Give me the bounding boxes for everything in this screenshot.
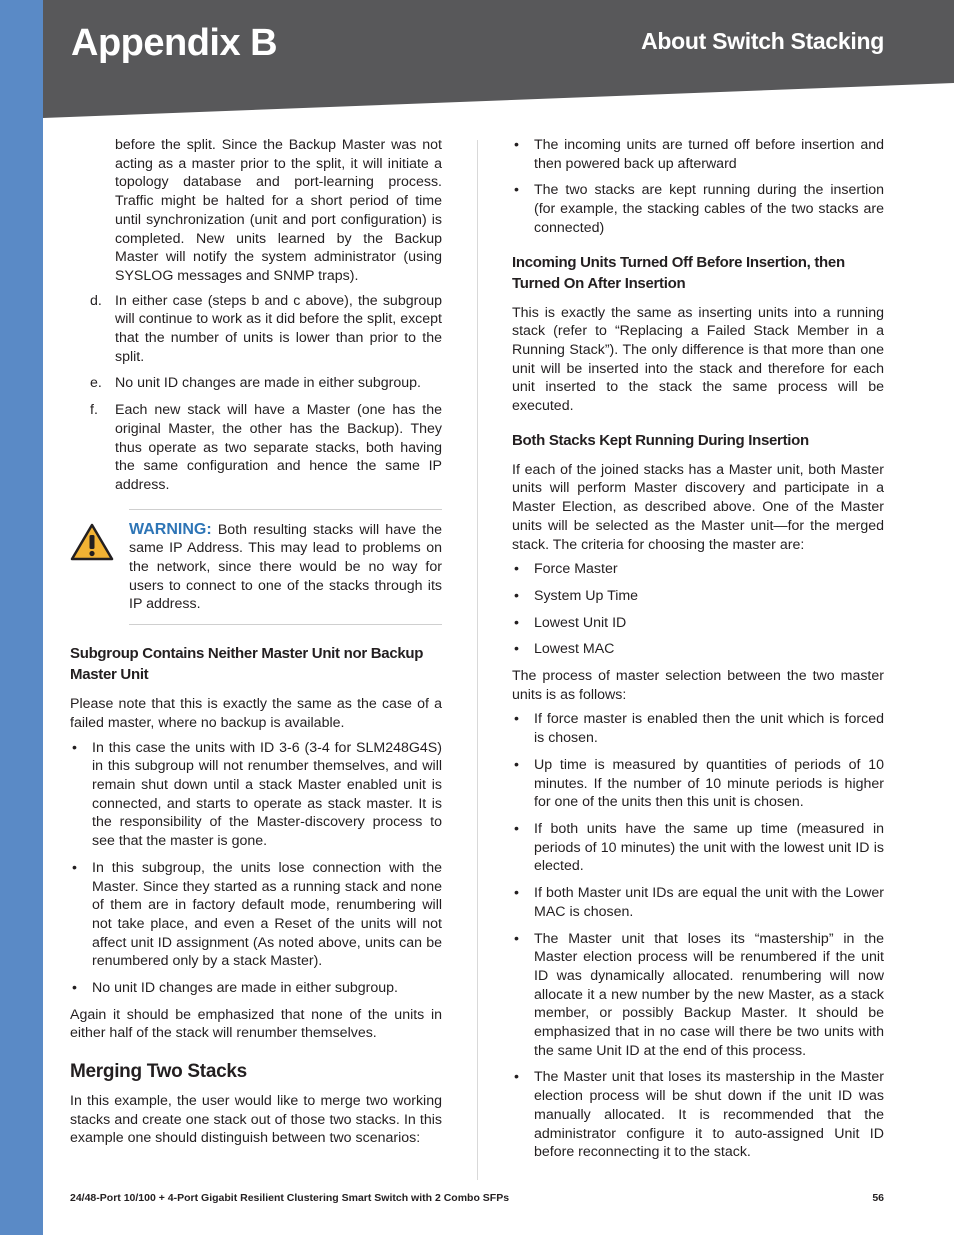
subgroup-heading: Subgroup Contains Neither Master Unit nor Backup Master Unit bbox=[70, 645, 424, 684]
list-item bbox=[70, 859, 442, 971]
warning-box bbox=[129, 509, 442, 626]
bullet-icon: • bbox=[72, 739, 77, 756]
bullet-icon: • bbox=[514, 182, 519, 199]
sidebar-stripe bbox=[0, 0, 43, 1235]
page-number: 56 bbox=[872, 1192, 884, 1204]
list-item-text: The incoming units are turned off before insertion and then powered back up afterward bbox=[534, 137, 884, 172]
intro-paragraph: before the split. Since the Backup Master was not acting as a master prior to the split, it will initiate a topology database and port-learning process. Traffic might be halted for a short period of time until synchronization (unit and port configuration) is completed. New units learned by the Backup Master will notify the system administrator (using SYSLOG messages and SNMP traps). bbox=[115, 137, 442, 284]
list-item-text: In this subgroup, the units lose connection with the Master. Since they started as a running stack and none of them are in factory default mode, renumbering will not take place, and even a Reset of the units will not affect unit ID assignment (As noted above, units can be renumbered only by a stack Master). bbox=[92, 859, 442, 970]
list-item bbox=[70, 979, 442, 998]
list-item bbox=[512, 820, 884, 876]
warning-triangle-icon bbox=[70, 523, 114, 561]
list-item-text: Lowest MAC bbox=[534, 641, 615, 658]
list-item bbox=[512, 614, 884, 633]
list-item bbox=[70, 292, 442, 367]
list-item bbox=[512, 1068, 884, 1162]
list-item-text: Each new stack will have a Master (one has the original Master, the other has the Backup). They thus operate as two separate stacks, both having the same configuration and hence the same IP address. bbox=[115, 402, 442, 493]
list-item bbox=[512, 710, 884, 747]
list-item bbox=[512, 560, 884, 579]
both-running-heading: Both Stacks Kept Running During Insertion bbox=[512, 431, 809, 449]
list-item-text: The two stacks are kept running during the insertion (for example, the stacking cables of the two stacks are connected) bbox=[534, 182, 884, 236]
list-item-text: The Master unit that loses its mastership in the Master election process will be shut down if the unit ID was manually allocated. It is recommended that the administrator configure it to auto-assigned Unit ID before reconnecting it to the stack. bbox=[534, 1069, 884, 1161]
process-paragraph: The process of master selection between the two master units is as follows: bbox=[512, 668, 884, 703]
list-item-text: In this case the units with ID 3-6 (3-4 for SLM248G4S) in this subgroup will not renumber themselves, and will remain shut down until a stack Master enabled unit is connected, and starts to operate as stack master. It is the responsibility of the Master-discovery process to see that the master is gone. bbox=[92, 739, 442, 850]
list-item bbox=[512, 587, 884, 606]
bullet-icon: • bbox=[514, 641, 519, 658]
list-item bbox=[70, 401, 442, 495]
list-marker: f. bbox=[90, 402, 98, 419]
list-item-text: If force master is enabled then the unit which is forced is chosen. bbox=[534, 711, 884, 747]
bullet-icon: • bbox=[514, 711, 519, 728]
bullet-icon: • bbox=[514, 561, 519, 578]
warning-label: WARNING: bbox=[129, 520, 212, 538]
list-item-text: Up time is measured by quantities of periods of 10 minutes. If the number of 10 minute periods is higher for one of the units then this unit is chosen. bbox=[534, 756, 884, 811]
subgroup-paragraph: Please note that this is exactly the same as the case of a failed master, where no backup is available. bbox=[70, 696, 442, 731]
list-item-text: If both units have the same up time (measured in periods of 10 minutes) the unit with the lowest unit ID is elected. bbox=[534, 820, 884, 875]
merging-heading: Merging Two Stacks bbox=[70, 1061, 247, 1083]
list-item bbox=[512, 181, 884, 237]
bullet-icon: • bbox=[514, 1069, 519, 1086]
bullet-icon: • bbox=[514, 756, 519, 773]
bullet-icon: • bbox=[514, 614, 519, 631]
footer-product-name: 24/48-Port 10/100 + 4-Port Gigabit Resilient Clustering Smart Switch with 2 Combo SFPs bbox=[70, 1192, 510, 1204]
list-item-text: If both Master unit IDs are equal the unit with the Lower MAC is chosen. bbox=[534, 885, 884, 920]
bullet-icon: • bbox=[514, 930, 519, 947]
merging-paragraph: In this example, the user would like to merge two working stacks and create one stack out of those two stacks. In this example one should distinguish between two scenarios: bbox=[70, 1092, 442, 1147]
list-item bbox=[512, 884, 884, 921]
list-item-text: The Master unit that loses its “mastership” in the Master election process will be renumbered if the unit ID was dynamically allocated. renumbering will now allocate it a new number by the new Master, as a stack member, or possibly Backup Master. It should be emphasized that in no case will there be two units with the same Unit ID at the end of this process. bbox=[534, 930, 884, 1059]
list-marker: d. bbox=[90, 292, 102, 309]
bullet-icon: • bbox=[72, 859, 77, 876]
list-item-text: System Up Time bbox=[534, 587, 639, 604]
list-item bbox=[512, 136, 884, 173]
warning-text bbox=[129, 521, 442, 615]
warning-message: Both resulting stacks will have the same IP Address. This may lead to problems on the network, since there would be no way for users to connect to one of the stacks through its IP address. bbox=[129, 521, 442, 613]
incoming-heading: Incoming Units Turned Off Before Insertion, then Turned On After Insertion bbox=[512, 253, 845, 292]
incoming-paragraph: This is exactly the same as inserting units into a running stack (refer to “Replacing a Failed Stack Member in a Running Stack”). The only difference is that more than one unit will be inserted into the stack and therefore for each unit inserted to the stack the same process will be executed. bbox=[512, 304, 884, 415]
section-title: About Switch Stacking bbox=[641, 28, 884, 54]
list-marker: e. bbox=[90, 375, 102, 392]
list-item-text: No unit ID changes are made in either subgroup. bbox=[115, 375, 422, 392]
list-item bbox=[70, 739, 442, 851]
bullet-icon: • bbox=[514, 885, 519, 902]
appendix-title: Appendix B bbox=[71, 22, 278, 64]
list-item-text: Force Master bbox=[534, 561, 618, 578]
bullet-icon: • bbox=[514, 137, 519, 153]
list-item bbox=[512, 756, 884, 812]
both-running-paragraph: If each of the joined stacks has a Master unit, both Master units will perform Master discovery and participate in a Master Election, as described above. One of the Master units will be selected as the Master unit—for the merged stack. The criteria for choosing the master are: bbox=[512, 461, 884, 553]
list-item-text: No unit ID changes are made in either subgroup. bbox=[92, 980, 399, 997]
list-item bbox=[512, 930, 884, 1061]
list-item-text: In either case (steps b and c above), the subgroup will continue to work as it did before the split, except that the number of units is lower than prior to the split. bbox=[115, 292, 442, 365]
right-column bbox=[512, 136, 884, 1170]
list-item-text: Lowest Unit ID bbox=[534, 614, 627, 631]
bullet-icon: • bbox=[514, 587, 519, 604]
list-item bbox=[512, 640, 884, 659]
list-item bbox=[70, 374, 442, 393]
column-divider bbox=[477, 140, 478, 1180]
bullet-icon: • bbox=[72, 980, 77, 997]
bullet-icon: • bbox=[514, 820, 519, 837]
left-column bbox=[70, 136, 442, 1154]
emphasis-paragraph: Again it should be emphasized that none of the units in either half of the stack will renumber themselves. bbox=[70, 1006, 442, 1042]
